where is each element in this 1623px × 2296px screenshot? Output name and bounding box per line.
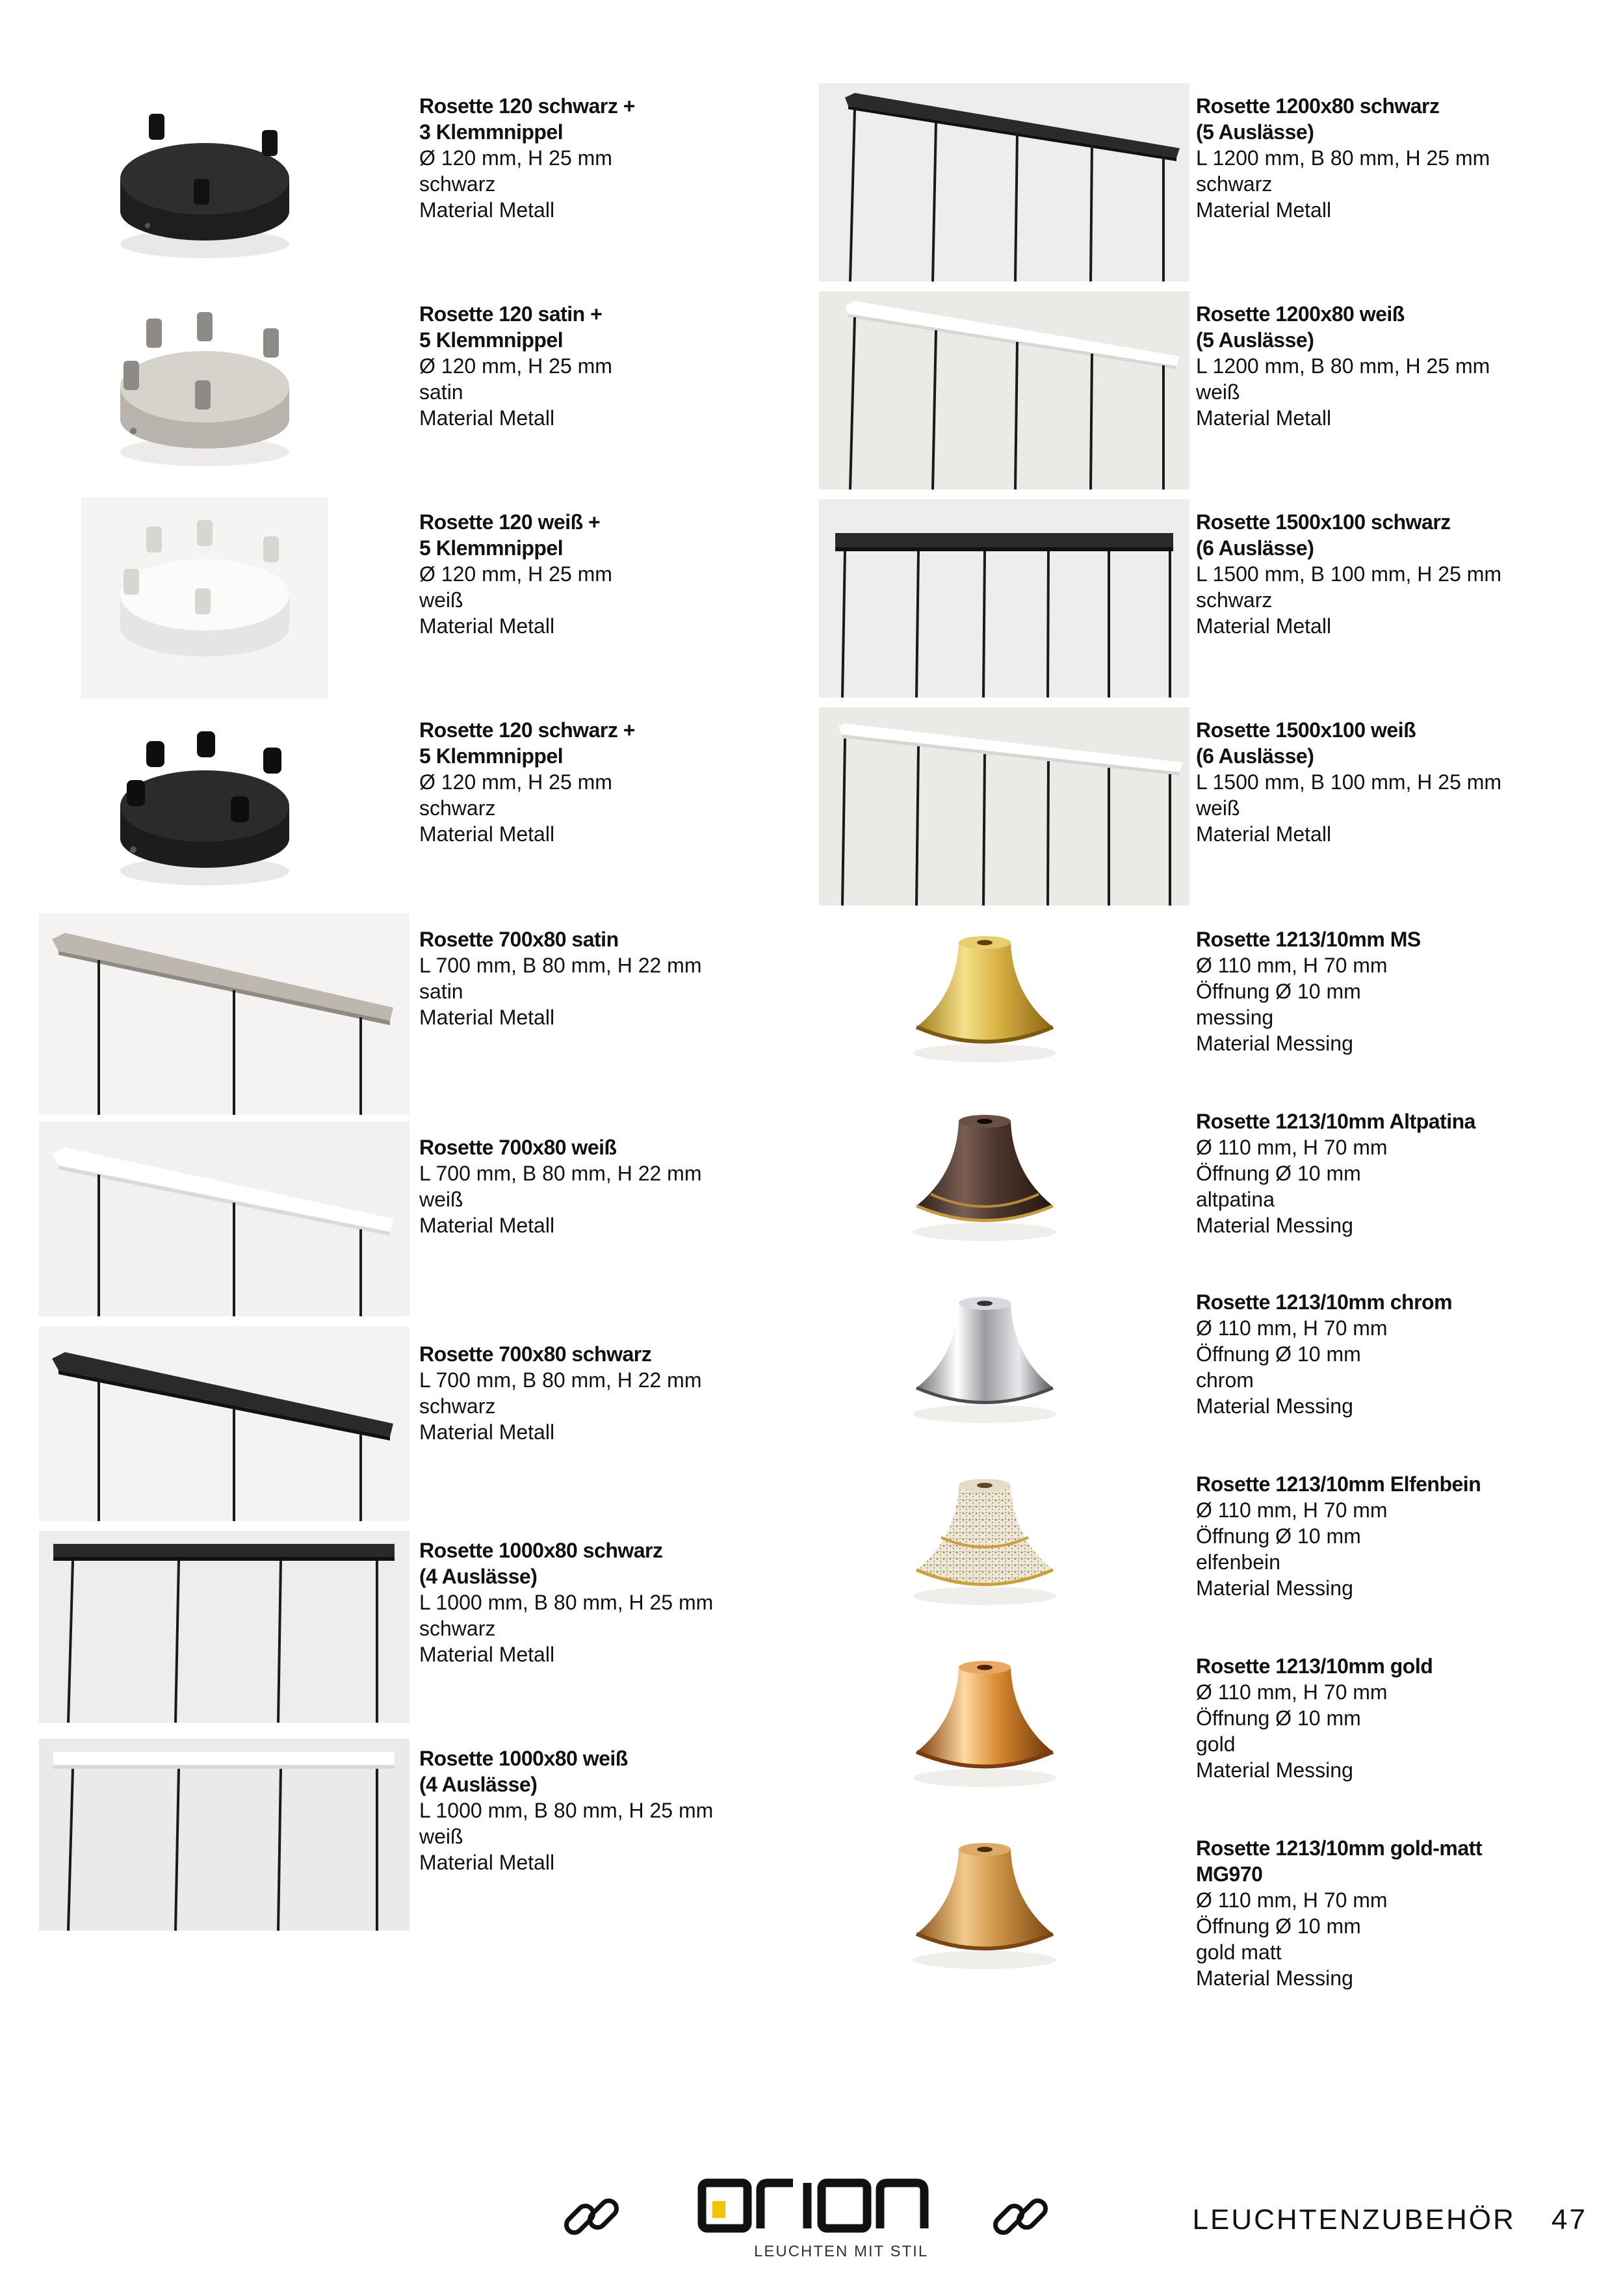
product-dimensions: L 700 mm, B 80 mm, H 22 mm <box>419 1162 702 1185</box>
product-title: Rosette 1213/10mm MS <box>1196 928 1421 951</box>
product-dimensions: L 1500 mm, B 100 mm, H 25 mm <box>1196 770 1502 794</box>
product-dimensions: Ø 120 mm, H 25 mm <box>419 146 612 170</box>
product-opening: Öffnung Ø 10 mm <box>1196 980 1361 1003</box>
product-dimensions: L 1200 mm, B 80 mm, H 25 mm <box>1196 146 1490 170</box>
chain-link-icon <box>988 2184 1053 2249</box>
product-color: elfenbein <box>1196 1550 1280 1574</box>
product-title: Rosette 1200x80 schwarz (5 Auslässe) <box>1196 94 1440 144</box>
product-color: schwarz <box>419 796 496 820</box>
product-image <box>81 705 328 907</box>
product-material: Material Metall <box>419 406 555 430</box>
product-image <box>897 1641 1072 1797</box>
product-color: gold matt <box>1196 1940 1282 1964</box>
product-dimensions: L 1200 mm, B 80 mm, H 25 mm <box>1196 354 1490 378</box>
product-title: Rosette 120 weiß + 5 Klemmnippel <box>419 510 601 560</box>
product-title: Rosette 120 satin + 5 Klemmnippel <box>419 302 603 352</box>
product-color: satin <box>419 380 463 404</box>
brand-tagline: LEUCHTEN MIT STIL <box>754 2243 929 2260</box>
product-material: Material Metall <box>419 822 555 846</box>
product-color: schwarz <box>419 1617 496 1640</box>
product-image <box>897 1277 1072 1433</box>
product-material: Material Metall <box>1196 822 1332 846</box>
product-dimensions: Ø 110 mm, H 70 mm <box>1196 1316 1388 1340</box>
product-material: Material Metall <box>419 614 555 638</box>
product-title: Rosette 1213/10mm Altpatina <box>1196 1110 1475 1133</box>
product-image <box>819 499 1189 698</box>
product-material: Material Metall <box>419 1006 555 1029</box>
product-opening: Öffnung Ø 10 mm <box>1196 1162 1361 1185</box>
product-color: weiß <box>1196 796 1240 820</box>
product-material: Material Messing <box>1196 1576 1353 1600</box>
section-title: LEUCHTENZUBEHÖR <box>1192 2204 1516 2236</box>
product-title: Rosette 1200x80 weiß (5 Auslässe) <box>1196 302 1405 352</box>
product-image <box>819 291 1189 489</box>
product-title: Rosette 700x80 weiß <box>419 1136 617 1159</box>
product-material: Material Metall <box>1196 198 1332 222</box>
product-material: Material Messing <box>1196 1758 1353 1782</box>
product-material: Material Metall <box>419 198 555 222</box>
product-image <box>39 1531 409 1723</box>
product-material: Material Messing <box>1196 1966 1353 1990</box>
product-material: Material Metall <box>1196 406 1332 430</box>
product-image <box>897 1459 1072 1615</box>
product-color: weiß <box>419 1188 463 1211</box>
product-image <box>39 1121 409 1316</box>
product-title: Rosette 1000x80 schwarz (4 Auslässe) <box>419 1539 663 1588</box>
product-color: schwarz <box>419 1394 496 1418</box>
product-material: Material Messing <box>1196 1032 1353 1055</box>
product-material: Material Metall <box>419 1643 555 1666</box>
product-dimensions: Ø 110 mm, H 70 mm <box>1196 1888 1388 1912</box>
product-material: Material Metall <box>419 1851 555 1874</box>
product-dimensions: Ø 110 mm, H 70 mm <box>1196 1136 1388 1159</box>
product-color: weiß <box>1196 380 1240 404</box>
product-color: schwarz <box>1196 172 1273 196</box>
product-dimensions: Ø 120 mm, H 25 mm <box>419 354 612 378</box>
product-image <box>39 913 409 1115</box>
product-dimensions: Ø 120 mm, H 25 mm <box>419 562 612 586</box>
product-color: satin <box>419 980 463 1003</box>
footer-section <box>1193 2204 1587 2236</box>
product-title: Rosette 1213/10mm gold <box>1196 1654 1433 1678</box>
product-title: Rosette 1213/10mm Elfenbein <box>1196 1472 1481 1496</box>
product-material: Material Metall <box>1196 614 1332 638</box>
product-opening: Öffnung Ø 10 mm <box>1196 1342 1361 1366</box>
product-dimensions: Ø 110 mm, H 70 mm <box>1196 1498 1388 1522</box>
product-image <box>897 1095 1072 1251</box>
product-title: Rosette 1213/10mm chrom <box>1196 1290 1453 1314</box>
product-dimensions: Ø 120 mm, H 25 mm <box>419 770 612 794</box>
product-color: chrom <box>1196 1368 1254 1392</box>
product-dimensions: L 1000 mm, B 80 mm, H 25 mm <box>419 1591 714 1614</box>
product-dimensions: L 700 mm, B 80 mm, H 22 mm <box>419 1368 702 1392</box>
product-dimensions: Ø 110 mm, H 70 mm <box>1196 1680 1388 1704</box>
product-image <box>39 1739 409 1931</box>
product-image <box>819 83 1189 281</box>
product-title: Rosette 700x80 schwarz <box>419 1342 652 1366</box>
product-color: weiß <box>419 1825 463 1848</box>
product-color: messing <box>1196 1006 1274 1029</box>
product-material: Material Messing <box>1196 1394 1353 1418</box>
product-title: Rosette 120 schwarz + 5 Klemmnippel <box>419 718 635 768</box>
product-title: Rosette 120 schwarz + 3 Klemmnippel <box>419 94 635 144</box>
product-image <box>39 1326 409 1521</box>
page-number: 47 <box>1552 2204 1587 2236</box>
product-image <box>897 917 1072 1073</box>
product-title: Rosette 1000x80 weiß (4 Auslässe) <box>419 1747 628 1796</box>
product-color: schwarz <box>419 172 496 196</box>
product-material: Material Metall <box>419 1214 555 1237</box>
product-image <box>81 497 328 699</box>
product-dimensions: Ø 110 mm, H 70 mm <box>1196 954 1388 977</box>
product-opening: Öffnung Ø 10 mm <box>1196 1914 1361 1938</box>
product-dimensions: L 1000 mm, B 80 mm, H 25 mm <box>419 1799 714 1822</box>
chain-link-icon <box>559 2184 624 2249</box>
product-title: Rosette 1500x100 weiß (6 Auslässe) <box>1196 718 1416 768</box>
product-color: weiß <box>419 588 463 612</box>
product-title: Rosette 1213/10mm gold-matt MG970 <box>1196 1836 1482 1886</box>
product-material: Material Messing <box>1196 1214 1353 1237</box>
product-image <box>81 81 328 283</box>
product-dimensions: L 700 mm, B 80 mm, H 22 mm <box>419 954 702 977</box>
product-opening: Öffnung Ø 10 mm <box>1196 1524 1361 1548</box>
product-color: gold <box>1196 1732 1236 1756</box>
product-color: schwarz <box>1196 588 1273 612</box>
product-title: Rosette 700x80 satin <box>419 928 619 951</box>
product-material: Material Metall <box>419 1420 555 1444</box>
product-dimensions: L 1500 mm, B 100 mm, H 25 mm <box>1196 562 1502 586</box>
product-image <box>897 1823 1072 1979</box>
product-image <box>81 289 328 491</box>
product-opening: Öffnung Ø 10 mm <box>1196 1706 1361 1730</box>
product-color: altpatina <box>1196 1188 1275 1211</box>
product-image <box>819 707 1189 906</box>
product-title: Rosette 1500x100 schwarz (6 Auslässe) <box>1196 510 1451 560</box>
